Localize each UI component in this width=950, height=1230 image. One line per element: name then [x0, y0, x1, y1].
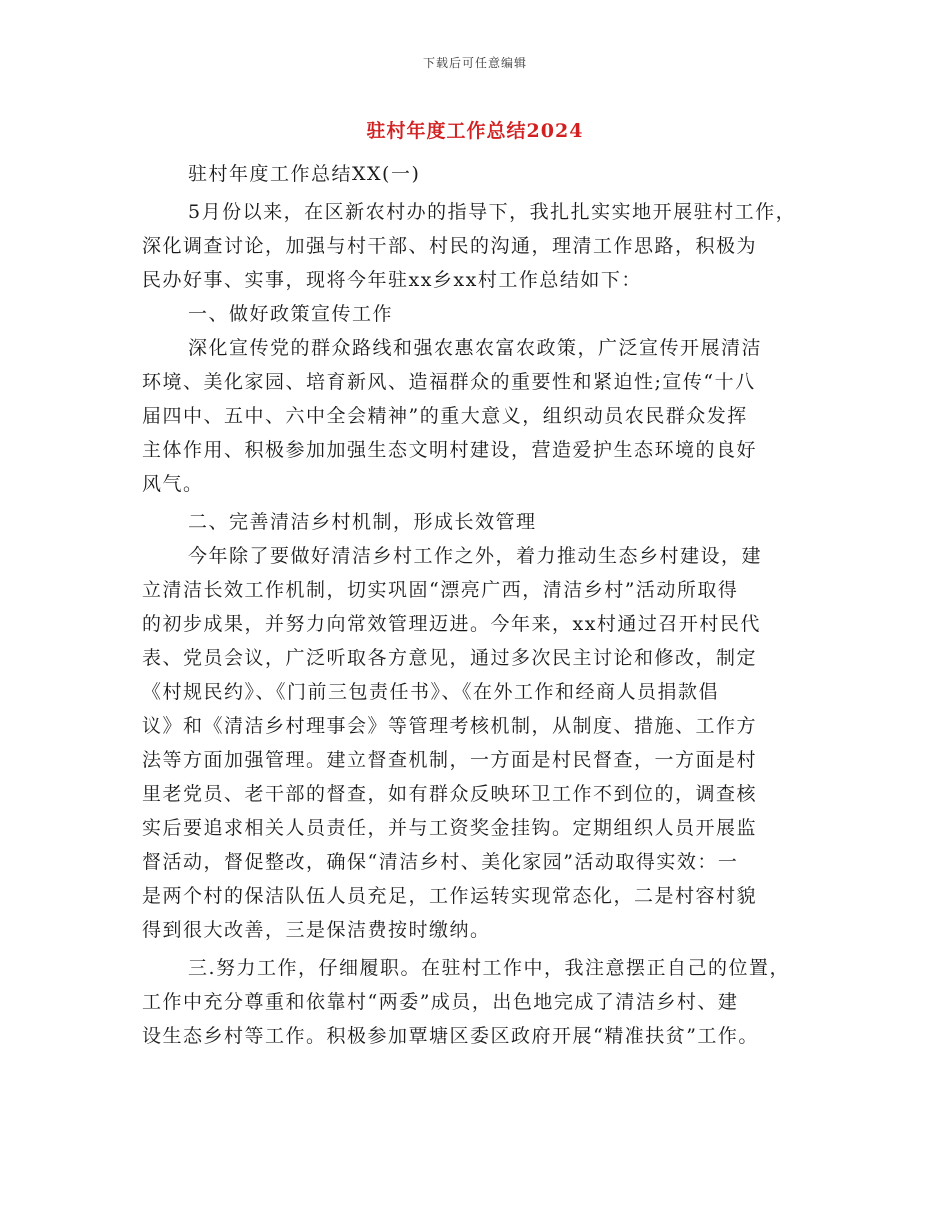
body-text-line: 驻村年度工作总结XX(一) [188, 163, 421, 185]
body-text-line: 实后要追求相关人员责任，并与工资奖金挂钩。定期组织人员开展监 [142, 817, 758, 839]
body-text-line: 立清洁长效工作机制，切实巩固“漂亮广西，清洁乡村”活动所取得 [142, 579, 739, 601]
body-text-line: 5月份以来，在区新农村办的指导下，我扎扎实实地开展驻村工作， [188, 201, 797, 223]
body-text-line: 深化调查讨论，加强与村干部、村民的沟通，理清工作思路，积极为 [142, 235, 758, 257]
body-text-line: 《村规民约》、《门前三包责任书》、《在外工作和经商人员捐款倡 [142, 681, 720, 703]
body-text-line: 深化宣传党的群众路线和强农惠农富农政策，广泛宣传开展清洁 [188, 337, 763, 359]
body-text-line: 届四中、五中、六中全会精神”的重大意义，组织动员农民群众发挥 [142, 405, 748, 427]
body-text-line: 今年除了要做好清洁乡村工作之外，着力推动生态乡村建设，建 [188, 545, 763, 567]
body-text-line: 二、完善清洁乡村机制，形成长效管理 [188, 511, 537, 533]
body-text-line: 法等方面加强管理。建立督查机制，一方面是村民督查，一方面是村 [142, 749, 758, 771]
body-text-line: 工作中充分尊重和依靠村“两委”成员，出色地完成了清洁乡村、建 [142, 991, 739, 1013]
page-header-note: 下载后可任意编辑 [422, 56, 527, 70]
body-text-line: 设生态乡村等工作。积极参加覃塘区委区政府开展“精准扶贫”工作。 [142, 1025, 759, 1047]
document-body [142, 157, 842, 1053]
body-text-line: 环境、美化家园、培育新风、造福群众的重要性和紧迫性;宣传“十八 [142, 371, 756, 393]
body-text-line: 是两个村的保洁队伍人员充足，工作运转实现常态化，二是村容村貌 [142, 885, 758, 907]
body-text-line: 三.努力工作，仔细履职。在驻村工作中，我注意摆正自己的位置， [188, 957, 791, 979]
document-title: 驻村年度工作总结2024 [366, 120, 584, 142]
body-text-line: 的初步成果，并努力向常效管理迈进。今年来，xx村通过召开村民代 [142, 613, 761, 635]
body-text-line: 议》和《清洁乡村理事会》等管理考核机制，从制度、措施、工作方 [142, 715, 758, 737]
body-text-line: 里老党员、老干部的督查，如有群众反映环卫工作不到位的，调查核 [142, 783, 758, 805]
body-text-line: 得到很大改善，三是保洁费按时缴纳。 [142, 919, 491, 941]
body-text-line: 督活动，督促整改，确保“清洁乡村、美化家园”活动取得实效：一 [142, 851, 739, 873]
body-text-line: 风气。 [142, 473, 204, 495]
body-text-line: 主体作用、积极参加加强生态文明村建设，营造爱护生态环境的良好 [142, 439, 758, 461]
body-text-line: 一、做好政策宣传工作 [188, 303, 394, 325]
body-text-line: 表、党员会议，广泛听取各方意见，通过多次民主讨论和修改，制定 [142, 647, 758, 669]
body-text-line: 民办好事、实事，现将今年驻xx乡xx村工作总结如下： [142, 269, 642, 291]
